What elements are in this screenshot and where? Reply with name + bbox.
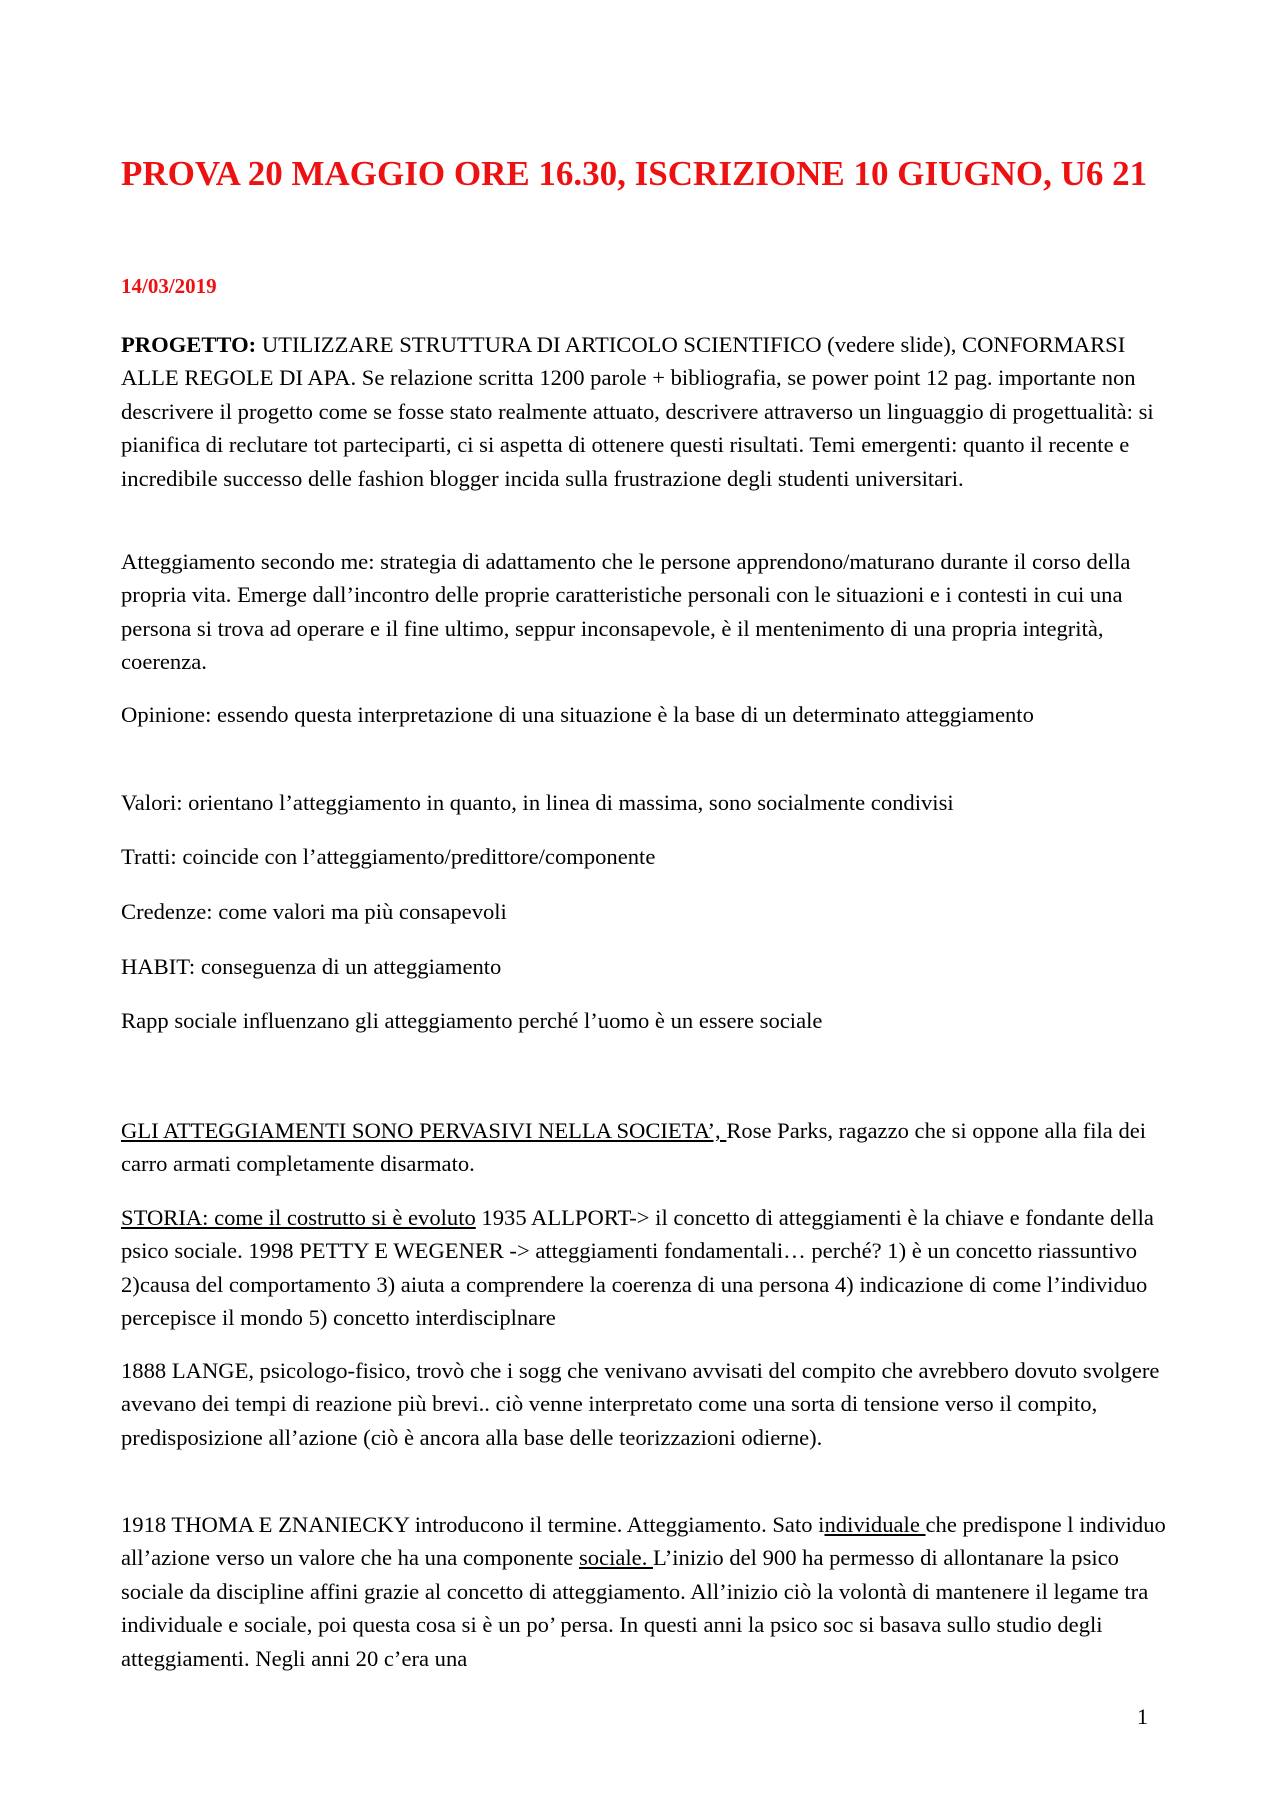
paragraph-tratti: Tratti: coincide con l’atteggiamento/predittore/componente — [121, 844, 656, 869]
page-title: PROVA 20 MAGGIO ORE 16.30, ISCRIZIONE 10 GIUGNO, U6 21 — [121, 154, 1148, 193]
progetto-label: PROGETTO: — [121, 332, 257, 357]
pervasivi-heading: GLI ATTEGGIAMENTI SONO PERVASIVI NELLA SOCIETA’, — [121, 1118, 727, 1143]
paragraph-lange: 1888 LANGE, psicologo-fisico, trovò che i sogg che venivano avvisati del compito che avrebbero dovuto svolgere avevano dei tempi di reazione più brevi.. ciò venne interpretato come una sorta di tensione verso il compito, predisposizione all’azione (ciò è ancora alla base delle teorizzazioni odierne). — [121, 1358, 1160, 1450]
thoma-text-2: che predispone l individuo all’azione verso un valore che ha una componente — [121, 1512, 1166, 1571]
paragraph-thoma — [121, 1508, 1167, 1675]
paragraph-valori: Valori: orientano l’atteggiamento in quanto, in linea di massima, sono socialmente condivisi — [121, 790, 954, 815]
document-page — [121, 0, 1167, 1811]
progetto-text: UTILIZZARE STRUTTURA DI ARTICOLO SCIENTIFICO (vedere slide), CONFORMARSI ALLE REGOLE DI APA. Se relazione scritta 1200 parole + bibliografia, se power point 12 pag. importante non descrivere il progetto come se fosse stato realmente attuato, descrivere attraverso un linguaggio di progettualità: si pianifica di reclutare tot parteciparti, ci si aspetta di ottenere questi risultati. Temi emergenti: quanto il recente e incredibile successo delle fashion blogger incida sulla frustrazione degli studenti universitari. — [121, 332, 1154, 491]
thoma-underlined-individuale: ndividuale — [824, 1512, 926, 1537]
paragraph-storia — [121, 1201, 1167, 1335]
thoma-underlined-sociale: sociale. — [578, 1545, 653, 1571]
thoma-text-1: 1918 THOMA E ZNANIECKY introducono il termine. Atteggiamento. Sato i — [121, 1512, 825, 1537]
paragraph-opinione: Opinione: essendo questa interpretazione di una situazione è la base di un determinato atteggiamento — [121, 702, 1034, 727]
storia-heading: STORIA: come il costrutto si è evoluto — [121, 1205, 476, 1230]
paragraph-credenze: Credenze: come valori ma più consapevoli — [121, 899, 507, 924]
paragraph-pervasivi — [121, 1114, 1167, 1181]
storia-text: 1935 ALLPORT-> il concetto di atteggiamenti è la chiave e fondante della psico sociale. 1998 PETTY E WEGENER -> atteggiamenti fondamentali… perché? 1) è un concetto riassuntivo 2)causa del comportamento 3) aiuta a comprendere la coerenza di una persona 4) indicazione di come l’individuo percepisce il mondo 5) concetto interdisciplnare — [121, 1205, 1154, 1331]
paragraph-progetto — [121, 328, 1167, 495]
date-heading: 14/03/2019 — [121, 274, 217, 298]
paragraph-habit: HABIT: conseguenza di un atteggiamento — [121, 954, 502, 979]
paragraph-rapp: Rapp sociale influenzano gli atteggiamento perché l’uomo è un essere sociale — [121, 1008, 823, 1033]
page-number: 1 — [1137, 1704, 1148, 1729]
pervasivi-text: Rose Parks, ragazzo che si oppone alla fila dei carro armati completamente disarmato. — [121, 1118, 1147, 1177]
thoma-text-3: L’inizio del 900 ha permesso di allontanare la psico sociale da discipline affini grazie al concetto di atteggiamento. All’inizio ciò la volontà di mantenere il legame tra individuale e sociale, poi questa cosa si è un po’ persa. In questi anni la psico soc si basava sullo studio degli atteggiamenti. Negli anni 20 c’era una — [121, 1545, 1149, 1671]
paragraph-atteggiamento: Atteggiamento secondo me: strategia di adattamento che le persone apprendono/maturano durante il corso della propria vita. Emerge dall’incontro delle proprie caratteristiche personali con le situazioni e i contesti in cui una persona si trova ad operare e il fine ultimo, seppur inconsapevole, è il mentenimento di una propria integrità, coerenza. — [121, 549, 1131, 675]
